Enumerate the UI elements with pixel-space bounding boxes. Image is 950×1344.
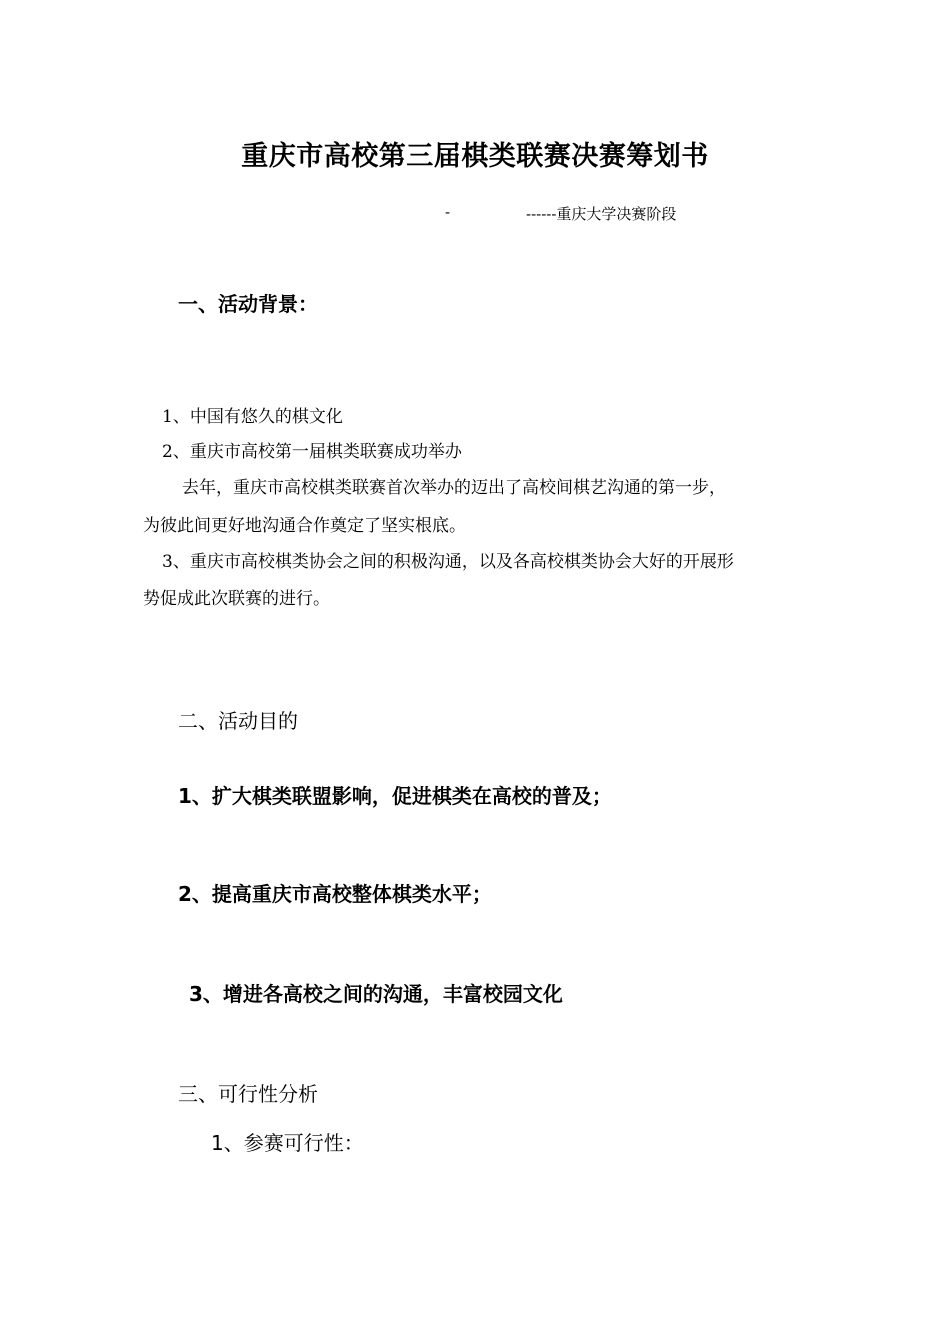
background-item-3-line-1: 3、重庆市高校棋类协会之间的积极沟通，以及各高校棋类协会大好的开展形 <box>162 552 734 572</box>
purpose-goal-1: 1、扩大棋类联盟影响，促进棋类在高校的普及； <box>178 784 612 808</box>
section-heading-background: 一、活动背景： <box>178 292 318 316</box>
background-item-2-detail-line-2: 为彼此间更好地沟通合作奠定了坚实根底。 <box>143 516 466 536</box>
background-item-2: 2、重庆市高校第一届棋类联赛成功举办 <box>162 442 462 462</box>
purpose-goal-2: 2、提高重庆市高校整体棋类水平； <box>178 882 492 906</box>
subtitle-dash: - <box>445 203 451 221</box>
feasibility-sub-1: 1、参赛可行性： <box>211 1131 364 1155</box>
document-title: 重庆市高校第三届棋类联赛决赛筹划书 <box>241 141 709 172</box>
background-item-2-detail-line-1: 去年，重庆市高校棋类联赛首次举办的迈出了高校间棋艺沟通的第一步， <box>182 478 726 498</box>
section-heading-purpose: 二、活动目的 <box>178 709 298 733</box>
background-item-3-line-2: 势促成此次联赛的进行。 <box>143 589 330 609</box>
background-item-1: 1、中国有悠久的棋文化 <box>162 407 343 427</box>
section-heading-feasibility: 三、可行性分析 <box>178 1082 318 1106</box>
purpose-goal-3: 3、增进各高校之间的沟通，丰富校园文化 <box>189 982 563 1006</box>
document-subtitle: ------重庆大学决赛阶段 <box>526 205 677 223</box>
